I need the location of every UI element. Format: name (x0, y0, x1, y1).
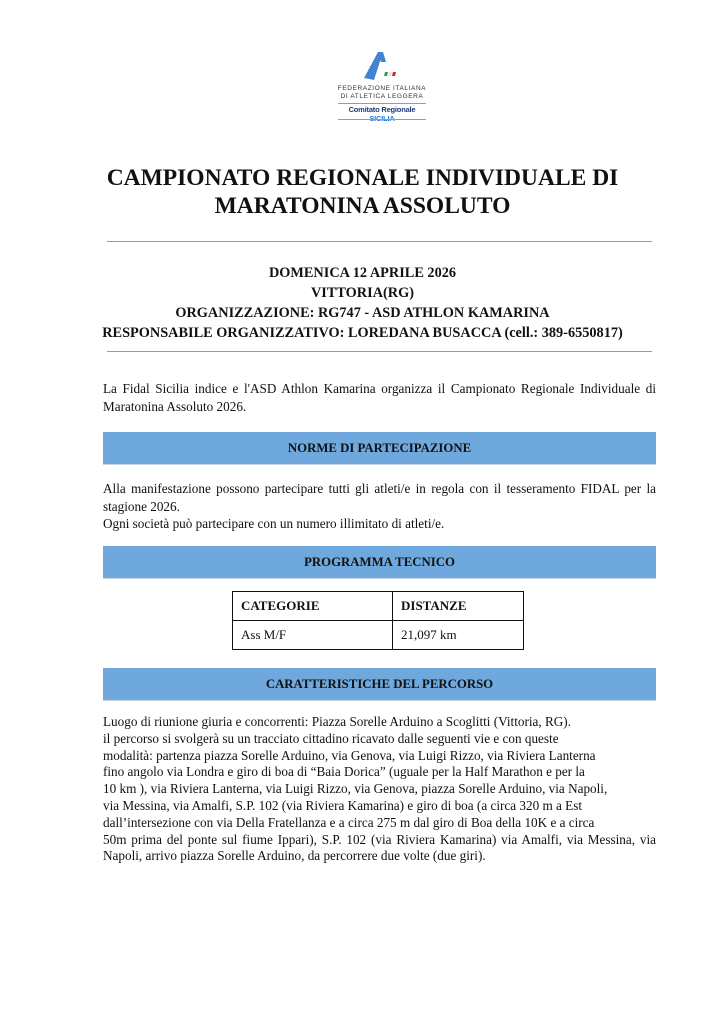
section-header-participation: NORME DI PARTECIPAZIONE (103, 432, 656, 465)
title-line-1: CAMPIONATO REGIONALE INDIVIDUALE DI (106, 165, 619, 191)
logo-comitato (336, 105, 428, 123)
course-line: modalità: partenza piazza Sorelle Arduino, via Genova, via Luigi Rizzo, via Riviera Lanterna (103, 747, 596, 763)
course-line: 10 km ), via Riviera Lanterna, via Luigi Rizzo, via Genova, piazza Sorelle Arduino, via Napoli, (103, 781, 608, 797)
course-line: via Messina, via Amalfi, S.P. 102 (via Riviera Kamarina) e giro di boa (a circa 320 m a Est (103, 797, 583, 813)
section-header-course: CARATTERISTICHE DEL PERCORSO (103, 668, 656, 701)
table-cell-distance: 21,097 km (393, 621, 524, 650)
document-title (100, 164, 625, 220)
logo-comitato-text: Comitato Regionale (348, 105, 416, 114)
participation-paragraph (103, 480, 656, 533)
fidal-logo (336, 48, 428, 124)
logo-org-line2: DI ATLETICA LEGGERA (340, 93, 424, 100)
participation-line: Alla manifestazione possono partecipare tutti gli atleti/e in regola con il tesseramento FIDAL per la (103, 481, 656, 496)
course-line: 50m prima del ponte sul fiume Ippari), S.P. 102 (via Riviera Kamarina) via Amalfi, via Messina, via (103, 831, 656, 847)
section-header-program: PROGRAMMA TECNICO (103, 546, 656, 579)
table-row (233, 621, 524, 650)
table-header-row (233, 592, 524, 621)
table-cell-category: Ass M/F (233, 621, 393, 650)
event-organization: ORGANIZZAZIONE: RG747 - ASD ATHLON KAMARINA (175, 305, 550, 321)
title-line-2: MARATONINA ASSOLUTO (214, 193, 511, 219)
course-paragraph (103, 714, 656, 865)
divider-top (107, 241, 652, 242)
fidal-emblem-icon (360, 48, 404, 82)
event-date: DOMENICA 12 APRILE 2026 (268, 265, 457, 281)
course-line: dall’intersezione con via Della Fratellanza e a circa 275 m dal giro di Boa della 10K e a circa (103, 814, 595, 830)
intro-line: La Fidal Sicilia indice e l'ASD Athlon Kamarina organizza il Campionato Regionale Individuale di (103, 381, 656, 396)
course-line: il percorso si svolgerà su un tracciato cittadino ricavato dalle seguenti vie e con queste (103, 730, 559, 746)
course-line: Luogo di riunione giuria e concorrenti: Piazza Sorelle Arduino a Scoglitti (Vittoria, RG). (103, 714, 571, 729)
program-table (232, 591, 524, 650)
table-header-distanze: DISTANZE (393, 592, 524, 621)
participation-line: stagione 2026. (103, 498, 180, 514)
logo-divider (338, 103, 426, 104)
divider-bottom (107, 351, 652, 352)
logo-org-line1: FEDERAZIONE ITALIANA (337, 85, 427, 92)
course-line: Napoli, arrivo piazza Sorelle Arduino, da percorrere due volte (due giri). (103, 848, 486, 864)
event-info (100, 263, 625, 343)
table-header-categorie: CATEGORIE (233, 592, 393, 621)
event-responsible: RESPONSABILE ORGANIZZATIVO: LOREDANA BUSACCA (cell.: 389-6550817) (102, 325, 623, 341)
event-place: VITTORIA(RG) (310, 285, 414, 301)
intro-line: Maratonina Assoluto 2026. (103, 398, 247, 414)
participation-line: Ogni società può partecipare con un numero illimitato di atleti/e. (103, 516, 445, 531)
logo-divider-bottom (338, 119, 426, 120)
intro-paragraph (103, 380, 656, 415)
course-line: fino angolo via Londra e giro di boa di “Baia Dorica” (uguale per la Half Marathon e per la (103, 764, 585, 780)
